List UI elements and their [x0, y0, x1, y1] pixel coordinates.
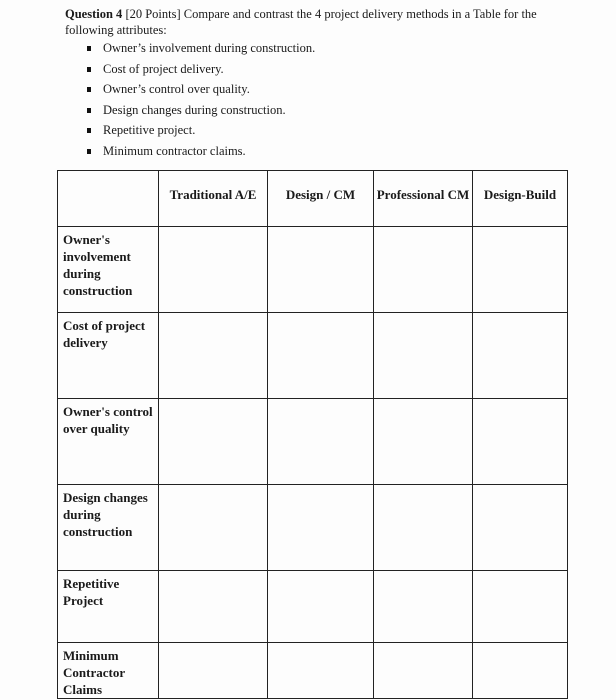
row-label-owner-involvement: Owner's involvement during construction [58, 227, 159, 313]
answer-cell[interactable] [268, 399, 374, 485]
answer-cell[interactable] [374, 399, 473, 485]
column-header-professional-cm: Professional CM [374, 171, 473, 227]
answer-cell[interactable] [473, 399, 568, 485]
answer-cell[interactable] [374, 485, 473, 571]
table-row [58, 643, 568, 699]
row-label-cost: Cost of project delivery [58, 313, 159, 399]
list-item [87, 120, 315, 141]
question-prompt [65, 6, 565, 38]
column-header-design-build: Design-Build [473, 171, 568, 227]
list-item [87, 38, 315, 59]
table-row [58, 399, 568, 485]
list-item [87, 141, 315, 162]
answer-cell[interactable] [473, 227, 568, 313]
table-row [58, 485, 568, 571]
answer-cell[interactable] [473, 571, 568, 643]
table-corner-cell [58, 171, 159, 227]
table-row [58, 571, 568, 643]
column-header-traditional: Traditional A/E [159, 171, 268, 227]
attribute-text: Minimum contractor claims. [103, 143, 246, 158]
comparison-table [57, 170, 568, 699]
attribute-text: Repetitive project. [103, 123, 196, 137]
list-item [87, 79, 315, 100]
answer-cell[interactable] [159, 571, 268, 643]
list-item [87, 59, 315, 80]
answer-cell[interactable] [268, 643, 374, 699]
bullet-icon [87, 46, 91, 51]
list-item [87, 100, 315, 121]
attribute-text: Design changes during construction. [103, 102, 286, 117]
row-label-repetitive-project: Repetitive Project [58, 571, 159, 643]
attribute-text: Owner’s involvement during construction. [103, 41, 316, 55]
row-label-design-changes: Design changes during construction [58, 485, 159, 571]
row-label-quality-control: Owner's control over quality [58, 399, 159, 485]
question-number: Question 4 [65, 7, 123, 21]
answer-cell[interactable] [374, 571, 473, 643]
table-header-row [58, 171, 568, 227]
answer-cell[interactable] [159, 227, 268, 313]
column-header-design-cm: Design / CM [268, 171, 374, 227]
table-row [58, 227, 568, 313]
answer-cell[interactable] [159, 399, 268, 485]
answer-cell[interactable] [159, 485, 268, 571]
row-label-contractor-claims: Minimum Contractor Claims [58, 643, 159, 699]
bullet-icon [87, 87, 91, 92]
answer-cell[interactable] [159, 313, 268, 399]
answer-cell[interactable] [473, 643, 568, 699]
bullet-icon [87, 108, 91, 113]
bullet-icon [87, 67, 91, 72]
bullet-icon [87, 128, 91, 133]
answer-cell[interactable] [374, 227, 473, 313]
bullet-icon [87, 149, 91, 154]
answer-cell[interactable] [473, 313, 568, 399]
question-text: [20 Points] Compare and contrast the 4 project delivery methods in a Table for the following attributes: [65, 7, 537, 37]
answer-cell[interactable] [268, 485, 374, 571]
attribute-text: Owner’s control over quality. [103, 82, 250, 96]
attribute-list [87, 38, 315, 161]
answer-cell[interactable] [374, 643, 473, 699]
answer-cell[interactable] [268, 227, 374, 313]
attribute-text: Cost of project delivery. [103, 61, 224, 76]
answer-cell[interactable] [268, 571, 374, 643]
table-row [58, 313, 568, 399]
answer-cell[interactable] [159, 643, 268, 699]
answer-cell[interactable] [374, 313, 473, 399]
answer-cell[interactable] [268, 313, 374, 399]
answer-cell[interactable] [473, 485, 568, 571]
